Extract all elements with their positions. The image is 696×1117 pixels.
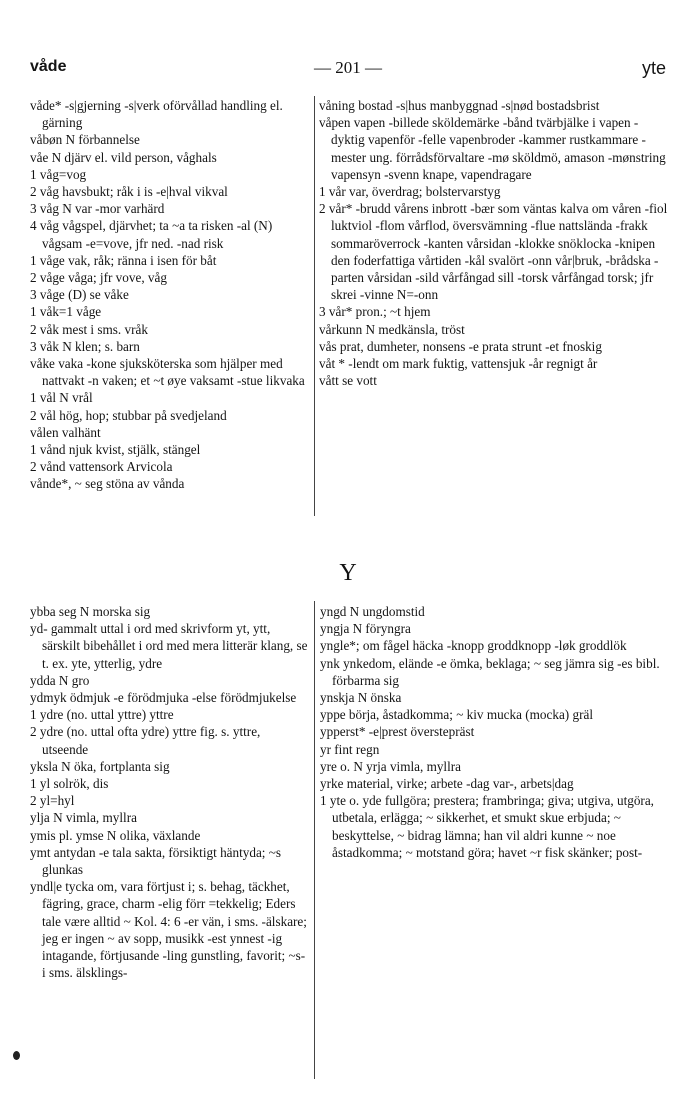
- dictionary-entry: 1 våk=1 våge: [30, 304, 102, 320]
- dictionary-entry: 2 vår* -brudd vårens inbrott -bær som väntas kalva om våren -fiol luktviol -flom vårflod, översvämning -flue nattslända -frakk sommaröverrock -kanten vårsidan -klokke snöklocka -knipen den foderfattiga vårtiden -kål svalört -onn vår|bruk, -brådska -parten vårsidan -sild vårfångad sill -torsk vårfångad torsk; jfr skrei -vinne N=-onn: [319, 201, 668, 303]
- dictionary-entry: vås prat, dumheter, nonsens -e prata strunt -et fnoskig: [319, 338, 602, 354]
- dictionary-entry: ypperst* -e|prest överstepräst: [320, 724, 475, 740]
- dictionary-entry: våt * -lendt om mark fuktig, vattensjuk -år regnigt år: [319, 356, 598, 372]
- dictionary-entry: våbøn N förbannelse: [30, 132, 140, 148]
- dictionary-entry: ybba seg N morska sig: [30, 604, 151, 619]
- entries-column-4: [320, 603, 668, 861]
- dictionary-entry: 1 vånd njuk kvist, stjälk, stängel: [30, 442, 201, 458]
- dictionary-entry: ynk ynkedom, elände -e ömka, beklaga; ~ seg jämra sig -es bibl. förbarma sig: [320, 655, 660, 688]
- dictionary-entry: våke vaka -kone sjuksköterska som hjälper med nattvakt -n vaken; et ~t øye vaksamt -stue likvaka: [30, 356, 305, 389]
- dictionary-entry: 1 ydre (no. uttal yttre) yttre: [30, 707, 174, 723]
- dictionary-entry: 2 vånd vattensork Arvicola: [30, 459, 173, 475]
- dictionary-entry: 3 vår* pron.; ~t hjem: [319, 304, 431, 320]
- dictionary-entry: yrke material, virke; arbete -dag var-, arbets|dag: [320, 776, 574, 792]
- dictionary-entry: 4 våg vågspel, djärvhet; ta ~a ta risken -al (N) vågsam -e=vove, jfr ned. -nad risk: [30, 218, 273, 251]
- dictionary-entry: våpen vapen -billede sköldemärke -bånd tvärbjälke i vapen -dyktig vapenför -felle vapenbroder -kammer rustkammare -mester ung. förrådsförvaltare -mø sköldmö, amason -mønstring vapensyn -svenn knape, vapendragare: [319, 115, 666, 182]
- dictionary-entry: 1 vål N vrål: [30, 390, 93, 406]
- dictionary-entry: ymt antydan -e tala sakta, försiktigt häntyda; ~s glunkas: [30, 844, 282, 878]
- dictionary-entry: ylja N vimla, myllra: [30, 810, 137, 826]
- entries-column-3: [30, 603, 309, 981]
- dictionary-entry: yngja N föryngra: [320, 621, 411, 637]
- dictionary-entry: ynskja N önska: [320, 690, 402, 706]
- dictionary-entry: 1 våge vak, råk; ränna i isen för båt: [30, 252, 217, 268]
- header-guide-word-left: våde: [30, 58, 67, 75]
- dictionary-entry: 3 våk N klen; s. barn: [30, 338, 140, 354]
- dictionary-entry: yr fint regn: [320, 741, 380, 757]
- dictionary-entry: yngd N ungdomstid: [320, 604, 425, 619]
- dictionary-entry: vårkunn N medkänsla, tröst: [319, 321, 465, 337]
- dictionary-entry: 2 våge våga; jfr vove, våg: [30, 270, 167, 286]
- entries-column-2: [319, 97, 668, 389]
- entries-column-1: [30, 97, 310, 493]
- ink-spot-mark: [13, 1051, 20, 1060]
- dictionary-entry: 1 yte o. yde fullgöra; prestera; frambringa; giva; utgiva, utgöra, utbetala, erlägga; ~ sikkerhet, et smukt skue erbjuda; ~ beskyttelse, ~ bidrag lämna; han vil aldri kunne ~ noe åstadkomma; ~ motstand göra; havet ~r fisk skänker; post-: [320, 793, 654, 860]
- dictionary-entry: yre o. N yrja vimla, myllra: [320, 758, 461, 774]
- dictionary-entry: 3 våg N var -mor varhärd: [30, 201, 165, 217]
- dictionary-entry: yksla N öka, fortplanta sig: [30, 758, 170, 774]
- dictionary-entry: 1 yl solrök, dis: [30, 776, 109, 792]
- column-divider-bottom: [314, 601, 315, 1079]
- dictionary-entry: 2 yl=hyl: [30, 793, 75, 809]
- dictionary-entry: yngle*; om fågel häcka -knopp groddknopp -løk groddlök: [320, 638, 627, 654]
- dictionary-entry: yndl|e tycka om, vara förtjust i; s. behag, täckhet, fägring, grace, charm -elig förr =tekkelig; Eders tale være alltid ~ Kol. 4: 6 -er vän, i sms. -älskare; jeg er ingen ~ av sopp, musikk -est ynnest -ig intagande, förtjusande -ling gunstling, favorit; ~s- i sms. älsklings-: [30, 879, 307, 981]
- dictionary-entry: ymis pl. ymse N olika, växlande: [30, 827, 201, 843]
- dictionary-entry: 1 vår var, överdrag; bolstervarstyg: [319, 184, 501, 200]
- dictionary-entry: 3 våge (D) se våke: [30, 287, 129, 303]
- header-guide-word-right: yte: [641, 58, 666, 78]
- column-divider-top: [314, 96, 315, 516]
- dictionary-entry: ydda N gro: [30, 672, 90, 688]
- dictionary-entry: 2 vål hög, hop; stubbar på svedjeland: [30, 407, 227, 423]
- dictionary-entry: ydmyk ödmjuk -e förödmjuka -else förödmjukelse: [30, 690, 297, 706]
- dictionary-entry: våning bostad -s|hus manbyggnad -s|nød bostadsbrist: [319, 98, 600, 113]
- dictionary-entry: vålen valhänt: [30, 424, 101, 440]
- dictionary-entry: vånde*, ~ seg stöna av vånda: [30, 476, 185, 492]
- page-header: [30, 58, 666, 84]
- dictionary-entry: våde* -s|gjerning -s|verk oförvållad handling el. gärning: [30, 98, 283, 131]
- page-number: — 201 —: [314, 58, 382, 77]
- dictionary-entry: yppe börja, åstadkomma; ~ kiv mucka (mocka) gräl: [320, 707, 593, 723]
- dictionary-entry: vått se vott: [319, 373, 377, 389]
- dictionary-entry: 2 våg havsbukt; råk i is -e|hval vikval: [30, 184, 228, 200]
- dictionary-entry: 2 våk mest i sms. vråk: [30, 321, 148, 337]
- section-letter: Y: [339, 560, 357, 586]
- dictionary-entry: yd- gammalt uttal i ord med skrivform yt, ytt, särskilt bibehållet i ord med mera litterär klang, se t. ex. yte, ytterlig, ydre: [30, 621, 308, 671]
- dictionary-entry: 1 våg=vog: [30, 166, 87, 182]
- dictionary-entry: 2 ydre (no. uttal ofta ydre) yttre fig. s. yttre, utseende: [30, 724, 261, 757]
- dictionary-entry: våe N djärv el. vild person, våghals: [30, 149, 217, 165]
